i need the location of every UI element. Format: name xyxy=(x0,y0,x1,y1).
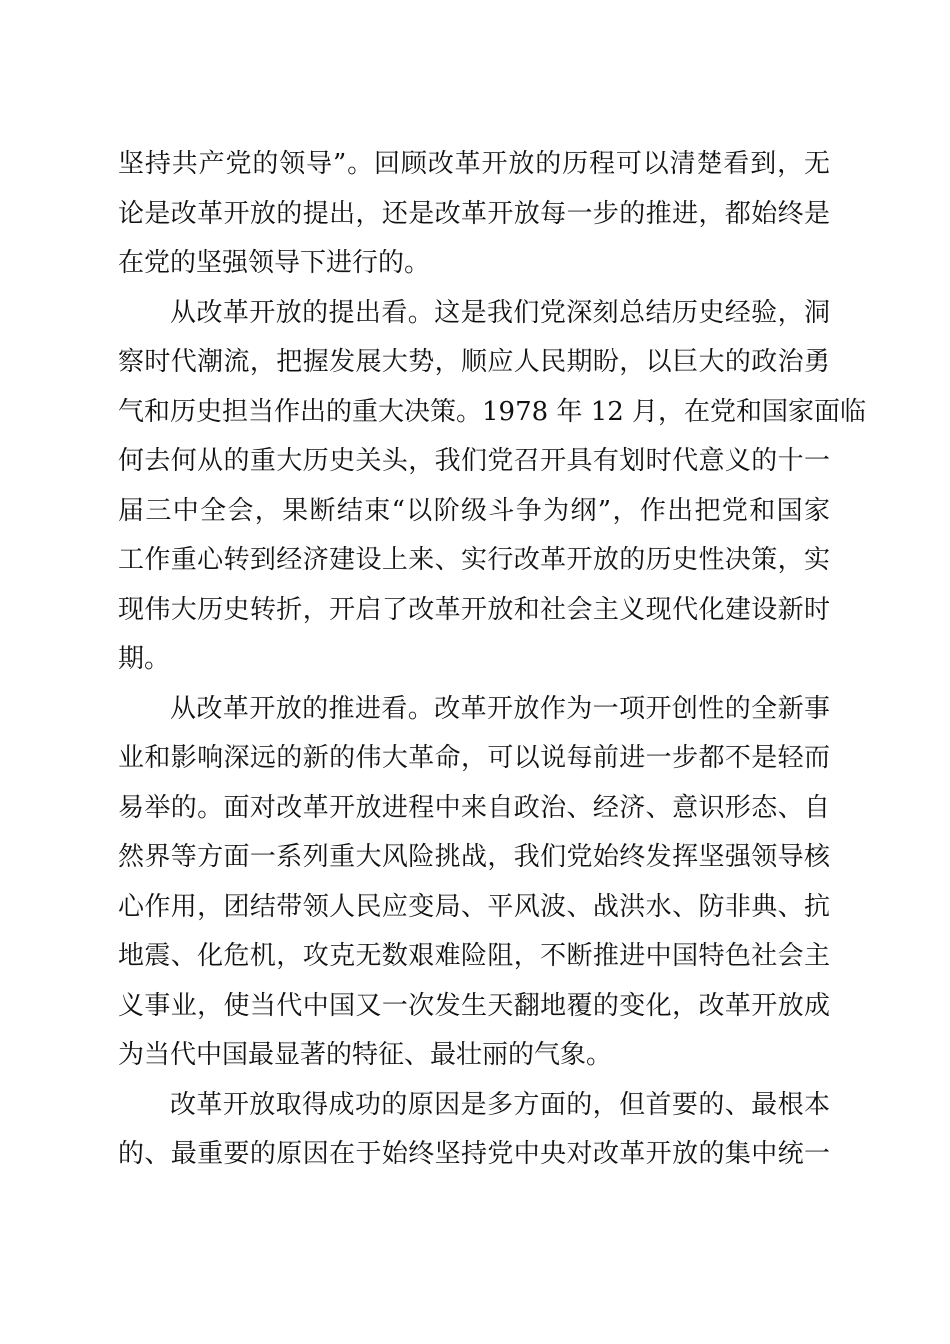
text-line: 坚持共产党的领导”。回顾改革开放的历程可以清楚看到，无 xyxy=(118,149,830,179)
text-line: 论是改革开放的提出，还是改革开放每一步的推进，都始终是 xyxy=(118,198,830,229)
text-line: 何去何从的重大历史关头，我们党召开具有划时代意义的十一 xyxy=(118,446,830,476)
text-line: 义事业，使当代中国又一次发生天翻地覆的变化，改革开放成 xyxy=(118,990,830,1021)
text-line: 届三中全会，果断结束“以阶级斗争为纲”，作出把党和国家 xyxy=(118,495,830,526)
text-line: 在党的坚强领导下进行的。 xyxy=(118,248,431,278)
text-line: 气和历史担当作出的重大决策。1978 年 12 月，在党和国家面临 xyxy=(118,396,867,427)
paragraph-2 xyxy=(118,289,867,685)
text-line: 心作用，团结带领人民应变局、平风波、战洪水、防非典、抗 xyxy=(118,891,830,922)
paragraph-4 xyxy=(118,1081,830,1180)
text-line: 业和影响深远的新的伟大革命，可以说每前进一步都不是轻而 xyxy=(118,743,830,773)
text-line: 从改革开放的推进看。改革开放作为一项开创性的全新事 xyxy=(170,693,830,724)
text-line: 为当代中国最显著的特征、最壮丽的气象。 xyxy=(118,1040,613,1070)
text-line: 察时代潮流，把握发展大势，顺应人民期盼，以巨大的政治勇 xyxy=(118,347,830,377)
text-line: 改革开放取得成功的原因是多方面的，但首要的、最根本 xyxy=(170,1089,830,1120)
text-line: 现伟大历史转折，开启了改革开放和社会主义现代化建设新时 xyxy=(118,594,830,625)
text-line: 工作重心转到经济建设上来、实行改革开放的历史性决策，实 xyxy=(118,545,830,575)
document-body xyxy=(118,140,867,1180)
text-line: 的、最重要的原因在于始终坚持党中央对改革开放的集中统一 xyxy=(118,1139,830,1169)
text-line: 从改革开放的提出看。这是我们党深刻总结历史经验，洞 xyxy=(170,297,830,328)
text-line: 地震、化危机，攻克无数艰难险阻，不断推进中国特色社会主 xyxy=(118,941,830,971)
text-line: 然界等方面一系列重大风险挑战，我们党始终发挥坚强领导核 xyxy=(118,842,830,872)
text-line: 易举的。面对改革开放进程中来自政治、经济、意识形态、自 xyxy=(118,792,830,823)
paragraph-1 xyxy=(118,140,830,289)
text-line: 期。 xyxy=(118,644,171,674)
paragraph-3 xyxy=(118,685,830,1081)
